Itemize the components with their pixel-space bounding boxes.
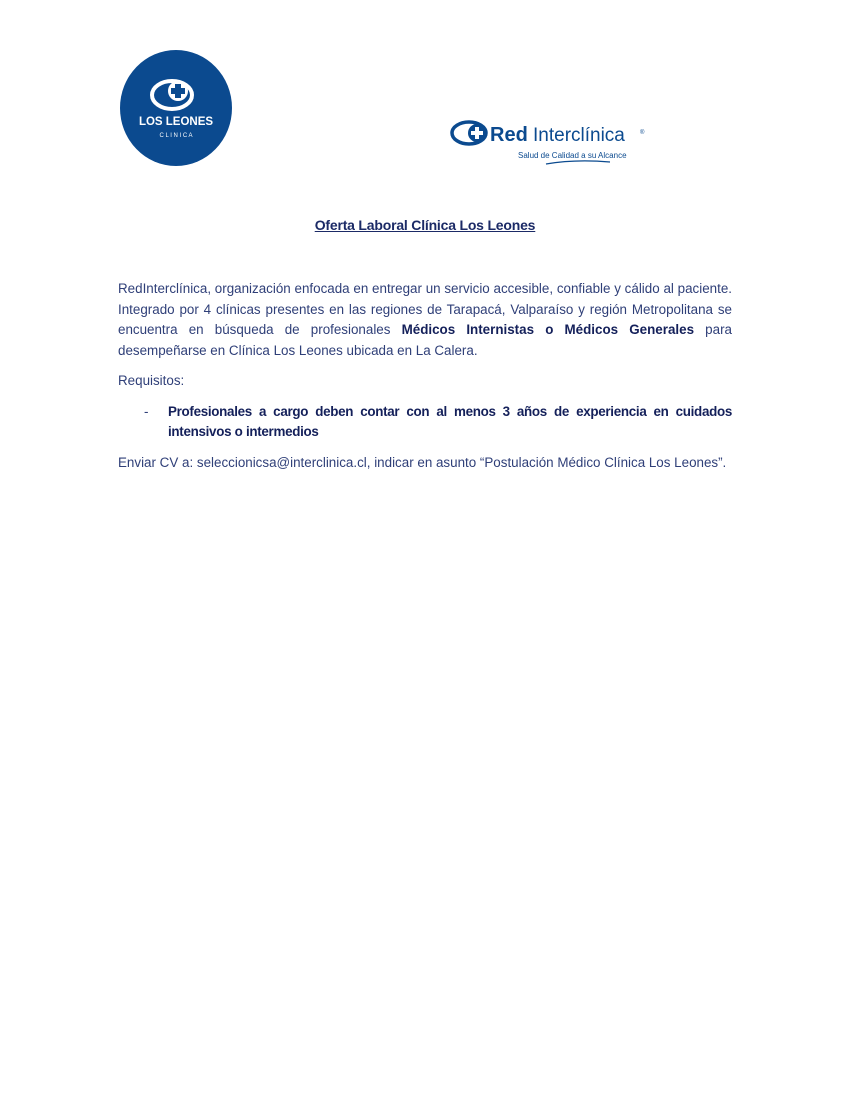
- los-leones-logo-subtext: C L I N I C A: [159, 133, 193, 139]
- redinterclinica-logo-interclinica: Interclínica: [533, 125, 625, 146]
- registered-mark-icon: ®: [640, 130, 645, 136]
- page-title: Oferta Laboral Clínica Los Leones: [314, 217, 536, 233]
- los-leones-logo-graphic: [120, 50, 234, 168]
- document-body: [118, 279, 732, 473]
- requirements-label: Requisitos:: [118, 373, 185, 388]
- requirements-list-item: [118, 402, 732, 443]
- redinterclinica-logo: [450, 116, 650, 170]
- redinterclinica-tagline: Salud de Calidad a su Alcance: [518, 151, 627, 160]
- redinterclinica-logo-red: Red: [490, 124, 528, 146]
- intro-text-part1: RedInterclínica, organización enfocada en entregar un servicio accesible, confiable y cálido al paciente. Integrado por 4 clínicas presentes en las regiones de Tarapacá, Valparaíso y región Metropolitana se encuentra en búsqueda de profesionales: [118, 281, 732, 337]
- intro-paragraph: [118, 279, 732, 361]
- los-leones-logo: [120, 50, 234, 168]
- tagline-swoosh-icon: [546, 161, 610, 164]
- medical-cross-icon: [452, 122, 486, 144]
- requirement-text: Profesionales a cargo deben contar con al menos 3 años de experiencia en cuidados intensivos o intermedios: [168, 403, 732, 439]
- intro-text-bold: Médicos Internistas o Médicos Generales: [401, 322, 695, 337]
- list-bullet: -: [144, 403, 149, 419]
- send-cv-instructions: Enviar CV a: seleccionicsa@interclinica.cl, indicar en asunto “Postulación Médico Clínica Los Leones”.: [118, 454, 727, 470]
- los-leones-logo-text: LOS LEONES: [138, 116, 214, 128]
- redinterclinica-logo-graphic: [450, 116, 650, 170]
- intro-text-part2: para desempeñarse en Clínica Los Leones ubicada en La Calera.: [118, 322, 732, 358]
